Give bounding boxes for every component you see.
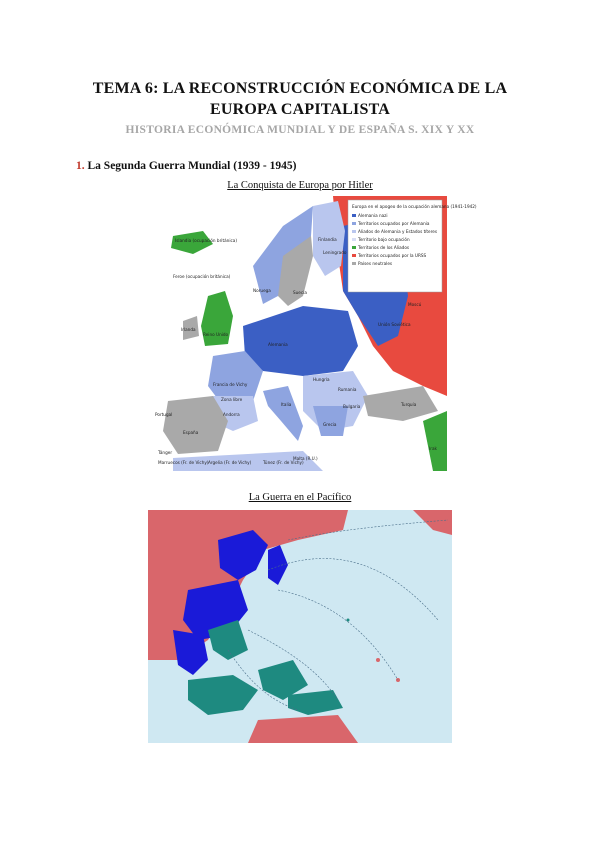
figure-1-caption: La Conquista de Europa por Hitler — [227, 180, 373, 191]
legend-allies: Territorios de los Aliados — [358, 245, 410, 250]
page-title — [0, 78, 600, 120]
label-grecia: Grecia — [323, 422, 337, 427]
label-espana: España — [183, 430, 199, 435]
label-leningrado: Leningrado — [323, 250, 347, 255]
label-reino-unido: Reino Unido — [203, 332, 229, 337]
label-union-sovietica: Unión Soviética — [378, 322, 411, 327]
label-irak: Irak — [429, 446, 437, 451]
label-noruega: Noruega — [253, 288, 271, 293]
label-hungria: Hungría — [313, 377, 330, 382]
legend-title: Europa en el apogeo de la ocupación alemana (1941-1942) — [352, 204, 477, 209]
label-alemania: Alemania — [268, 342, 288, 347]
section-heading — [76, 160, 296, 172]
label-italia: Italia — [281, 402, 292, 407]
europe-map — [153, 196, 477, 471]
title-line-2: EUROPA CAPITALISTA — [209, 101, 391, 118]
label-argelia: Argelia (Fr. de Vichy) — [208, 460, 252, 465]
section-title: La Segunda Guerra Mundial (1939 - 1945) — [87, 160, 297, 172]
section-number: 1. — [76, 160, 85, 172]
legend-under-occupation: Territorio bajo ocupación — [358, 237, 410, 242]
label-andorra: Andorra — [223, 412, 240, 417]
label-rumania: Rumanía — [338, 387, 357, 392]
pacific-map-graphic — [148, 510, 452, 743]
label-tunez: Túnez (Fr. de Vichy) — [263, 460, 304, 465]
legend-axis-allies: Aliados de Alemania y Estados títeres — [358, 229, 438, 234]
label-turquia: Turquía — [401, 402, 417, 407]
label-bulgaria: Bulgaria — [343, 404, 361, 409]
pacific-map — [148, 510, 452, 743]
label-portugal: Portugal — [155, 412, 173, 417]
label-zona-libre: Zona libre — [221, 397, 243, 402]
label-finlandia: Finlandia — [318, 237, 337, 242]
title-line-1: TEMA 6: LA RECONSTRUCCIÓN ECONÓMICA DE LA — [92, 80, 508, 97]
legend-occupied: Territorios ocupados por Alemania — [358, 221, 430, 226]
label-francia-vichy: Francia de Vichy — [213, 382, 248, 387]
figure-2-caption: La Guerra en el Pacífico — [248, 492, 352, 503]
label-malta: Malta (R.U.) — [293, 456, 318, 461]
legend-ussr: Territorios ocupados por la URSS — [358, 253, 427, 258]
label-moscu: Moscú — [408, 302, 422, 307]
label-tanger: Tánger — [158, 450, 173, 455]
label-marruecos: Marruecos (Fr. de Vichy) — [158, 460, 209, 465]
europe-map-graphic — [153, 196, 477, 471]
legend-neutral: Países neutrales — [358, 261, 393, 266]
page-subtitle: HISTORIA ECONÓMICA MUNDIAL Y DE ESPAÑA S. XIX Y XX — [125, 124, 475, 136]
legend-germany: Alemania nazi — [358, 213, 388, 218]
label-feroe: Feroe (ocupación británica) — [173, 274, 231, 279]
label-islandia: Islandia (ocupación británica) — [175, 238, 237, 243]
label-irlanda: Irlanda — [181, 327, 196, 332]
label-suecia: Suecia — [293, 290, 307, 295]
